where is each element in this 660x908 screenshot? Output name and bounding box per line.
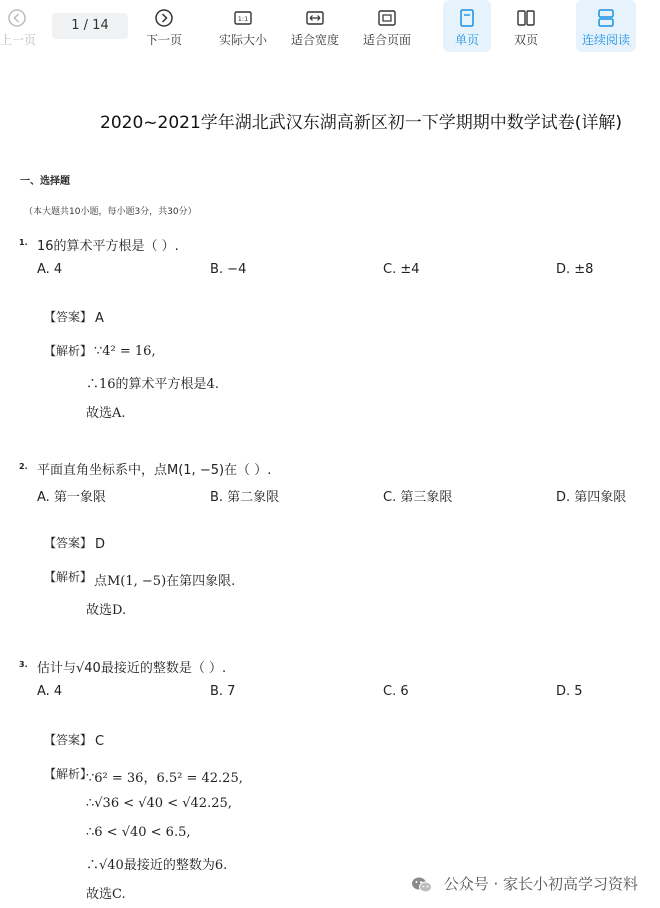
analysis-tag: 【解析】 (44, 570, 93, 584)
single-page-button[interactable] (443, 0, 491, 52)
continuous-reading-icon (596, 8, 616, 28)
option-a: A. 第一象限 (37, 490, 106, 505)
analysis-tag: 【解析】 (44, 344, 93, 358)
option-d: D. 第四象限 (556, 490, 627, 505)
continuous-reading-button[interactable] (576, 0, 636, 52)
question-text: 平面直角坐标系中，点M(1, −5)在（ ）. (37, 463, 272, 478)
prev-page-label: 上一页 (0, 33, 37, 47)
analysis-line: 故选C. (86, 887, 126, 902)
option-b: B. 第二象限 (210, 490, 280, 505)
answer-value: D (95, 537, 106, 552)
question-text: 估计与√40最接近的整数是（ ）. (37, 661, 227, 676)
answer-tag: 【答案】 (44, 733, 93, 747)
next-page-button[interactable] (140, 0, 188, 52)
fit-width-icon (305, 8, 325, 28)
svg-text:1:1: 1:1 (237, 15, 249, 23)
analysis-line: ∴16的算术平方根是4. (86, 377, 219, 392)
page-number-input[interactable] (52, 13, 128, 39)
analysis-line: ∴6 < √40 < 6.5, (86, 825, 191, 840)
double-page-icon (516, 8, 536, 28)
analysis-line: ∵4² = 16, (94, 344, 156, 359)
double-page-button[interactable] (502, 0, 550, 52)
document-title: 2020~2021学年湖北武汉东湖高新区初一下学期期中数学试卷(详解) (100, 113, 623, 133)
answer-value: A (95, 311, 104, 326)
option-c: C. ±4 (383, 262, 420, 277)
chevron-right-circle-icon (154, 8, 174, 28)
question-number: 3. (19, 660, 28, 669)
option-a: A. 4 (37, 684, 63, 699)
watermark-text: 公众号 · 家长小初高学习资料 (443, 875, 638, 893)
analysis-line: 点M(1, −5)在第四象限. (94, 574, 236, 589)
fit-width-label: 适合宽度 (290, 33, 339, 47)
option-c: C. 第三象限 (383, 490, 453, 505)
answer-value: C (95, 734, 105, 749)
next-page-label: 下一页 (145, 33, 182, 47)
option-c: C. 6 (383, 684, 409, 699)
double-page-label: 双页 (513, 33, 538, 47)
section-note: （本大题共10小题，每小题3分，共30分） (24, 207, 197, 217)
option-b: B. 7 (210, 684, 236, 699)
analysis-line: ∵6² = 36，6.5² = 42.25, (86, 771, 243, 786)
watermark (411, 873, 638, 894)
question-number: 1. (19, 238, 28, 247)
actual-size-button[interactable] (214, 0, 272, 52)
prev-page-button[interactable] (0, 0, 37, 52)
option-b: B. −4 (210, 262, 247, 277)
analysis-tag: 【解析】 (44, 767, 93, 781)
actual-size-label: 实际大小 (218, 33, 267, 47)
option-a: A. 4 (37, 262, 63, 277)
question-number: 2. (19, 462, 28, 471)
fit-page-button[interactable] (358, 0, 416, 52)
answer-tag: 【答案】 (44, 310, 93, 324)
fit-width-button[interactable] (286, 0, 344, 52)
single-page-icon (457, 8, 477, 28)
chevron-left-circle-icon (7, 8, 27, 28)
analysis-line: 故选D. (86, 603, 127, 618)
page-indicator: 1 / 14 (71, 18, 109, 33)
continuous-reading-label: 连续阅读 (581, 33, 630, 47)
option-d: D. 5 (556, 684, 583, 699)
wechat-icon (411, 876, 433, 894)
answer-tag: 【答案】 (44, 536, 93, 550)
actual-size-icon (233, 8, 253, 28)
fit-page-label: 适合页面 (362, 33, 411, 47)
single-page-label: 单页 (454, 33, 479, 47)
question-text: 16的算术平方根是（ ）. (37, 239, 179, 254)
fit-page-icon (377, 8, 397, 28)
option-d: D. ±8 (556, 262, 594, 277)
analysis-line: ∴√36 < √40 < √42.25, (86, 796, 232, 811)
analysis-line: ∴√40最接近的整数为6. (86, 858, 228, 873)
toolbar (0, 0, 660, 56)
analysis-line: 故选A. (86, 406, 126, 421)
section-title: 一、选择题 (20, 176, 70, 187)
